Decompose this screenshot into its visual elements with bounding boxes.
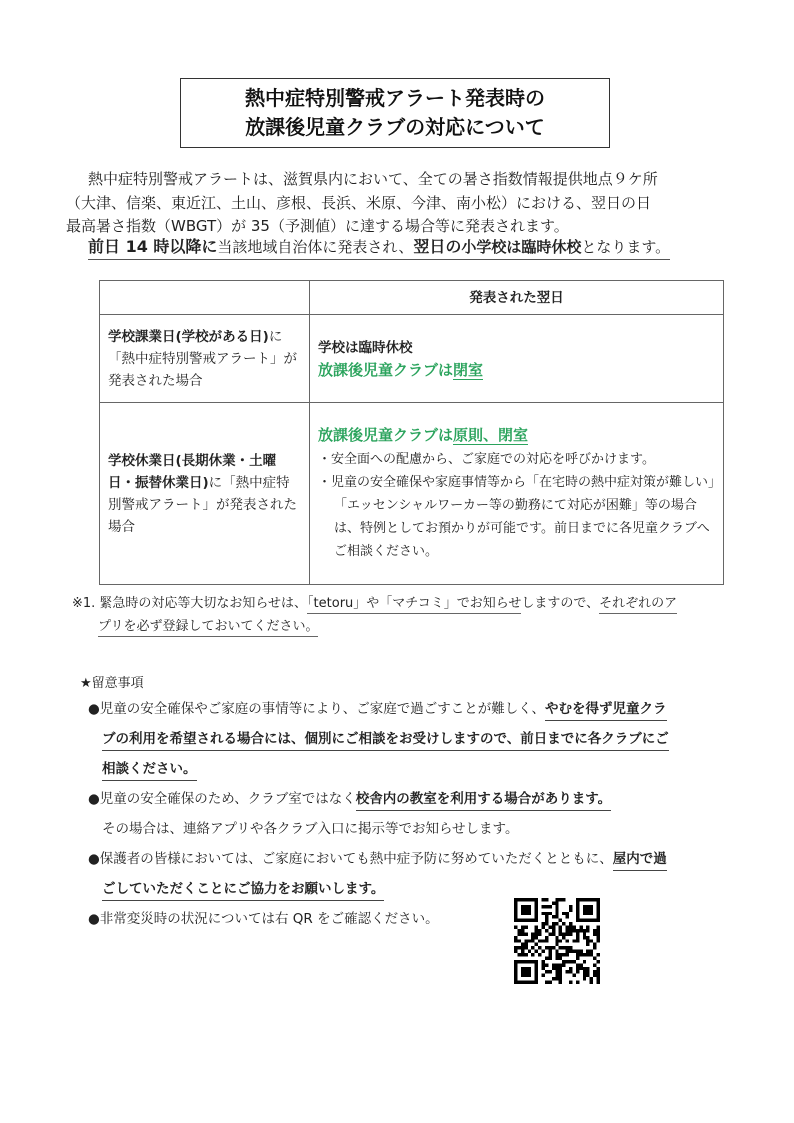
footnote-prefix: ※1. 緊急時の対応等大切なお知らせは、	[72, 596, 308, 611]
footnote-line-1	[72, 592, 732, 615]
notice-2-bold: 校舎内の教室を利用する場合があります。	[356, 791, 611, 811]
notice-list	[88, 694, 738, 934]
notice-2-plain: ●児童の安全確保のため、クラブ室ではなく	[88, 791, 356, 807]
row1-club-closed: 閉室	[453, 360, 484, 379]
intro-line-2: （大津、信楽、東近江、土山、彦根、長浜、米原、今津、南小松）における、翌日の日	[66, 193, 652, 212]
row2-club-closed: 原則、閉室	[453, 426, 529, 444]
row2-condition-rest: に「熱中症特別警戒アラート」が発表された場合	[108, 474, 297, 535]
table-row-school-day	[100, 315, 724, 403]
lead-part-4: 小学校は臨時休校	[461, 238, 582, 256]
row2-bullet-1: ・安全面への配慮から、ご家庭での対応を呼びかけます。	[318, 452, 655, 467]
lead-part-1: 前日 14 時以降に	[88, 237, 218, 256]
notice-2-sub: その場合は、連絡アプリや各クラブ入口に掲示等でお知らせします。	[102, 821, 519, 837]
title-box	[180, 78, 610, 148]
footnote-line-2-wrap	[72, 615, 732, 638]
row1-response-cell	[310, 315, 724, 403]
row2-club-label: 放課後児童クラブは	[318, 426, 454, 444]
title-line-1: 熱中症特別警戒アラート発表時の	[245, 86, 545, 110]
row1-condition-bold: 学校課業日(学校がある日)	[108, 328, 269, 345]
row1-condition-cell	[100, 315, 310, 403]
notice-1-bold-1: やむを得ず児童クラ	[545, 701, 667, 721]
row2-condition-cell	[100, 403, 310, 585]
footnote-middle: しますので、	[521, 596, 600, 611]
row1-school-closed: 学校は臨時休校	[318, 339, 413, 356]
row2-club-status	[318, 424, 715, 446]
notice-3-plain: ●保護者の皆様においては、ご家庭においても熱中症予防に努めていただくとともに、	[88, 851, 613, 867]
notice-1-bold-3: 相談ください。	[102, 761, 197, 781]
lead-sentence	[88, 236, 670, 258]
footnote-apps: 「tetoru」や「マチコミ」でお知らせ	[307, 596, 521, 614]
notice-1-bold-2: ブの利用を希望される場合には、個別にご相談をお受けしますので、前日までに各クラブにご	[102, 731, 669, 751]
row2-bullet-list	[318, 448, 715, 563]
footnote-tail: それぞれのア	[599, 596, 677, 614]
footnote-line-2: プリを必ず登録しておいてください。	[98, 619, 318, 637]
row1-condition-rest: に「熱中症特別警戒アラート」が発表された場合	[108, 328, 297, 389]
lead-part-5: となります。	[581, 238, 671, 256]
qr-code-icon[interactable]	[514, 898, 600, 984]
notice-item-3	[88, 844, 738, 904]
intro-paragraph	[66, 168, 734, 239]
alert-response-table	[99, 280, 724, 585]
row2-response-cell	[310, 403, 724, 585]
row1-club-status	[318, 359, 715, 381]
notice-item-4: ●非常変災時の状況については右 QR をご確認ください。	[88, 911, 439, 927]
header-next-day-cell: 発表された翌日	[310, 281, 724, 315]
header-empty-cell	[100, 281, 310, 315]
table-row-holiday	[100, 403, 724, 585]
lead-part-2: 当該地域自治体に発表され、	[217, 238, 414, 256]
notice-item-1	[88, 694, 738, 784]
row1-club-label: 放課後児童クラブは	[318, 360, 454, 379]
row2-condition-bold: 学校休業日(長期休業・土曜日・振替休業日)	[108, 452, 277, 491]
lead-part-3: 翌日の	[413, 237, 462, 256]
row2-bullet-2: ・児童の安全確保や家庭事情等から「在宅時の熱中症対策が難しい」「エッセンシャルワーカー等の勤務にて対応が困難」等の場合は、特例としてお預かりが可能です。前日までに各児童クラブへご相談ください。	[318, 475, 715, 559]
notice-3-bold-1: 屋内で過	[613, 851, 667, 871]
notice-heading: ★留意事項	[80, 676, 144, 691]
table-header-row	[100, 281, 724, 315]
footnote-1	[72, 592, 732, 638]
title-line-2: 放課後児童クラブの対応について	[245, 115, 545, 139]
notice-1-plain: ●児童の安全確保やご家庭の事情等により、ご家庭で過ごすことが難しく、	[88, 701, 546, 717]
lead-underline	[88, 238, 670, 260]
intro-line-3: 最高暑さ指数（WBGT）が 35（予測値）に達する場合等に発表されます。	[66, 217, 569, 235]
notice-item-2	[88, 784, 738, 814]
notice-3-bold-2: ごしていただくことにご協力をお願いします。	[102, 881, 384, 901]
intro-line-1: 熱中症特別警戒アラートは、滋賀県内において、全ての暑さ指数情報提供地点９ケ所	[88, 170, 658, 188]
